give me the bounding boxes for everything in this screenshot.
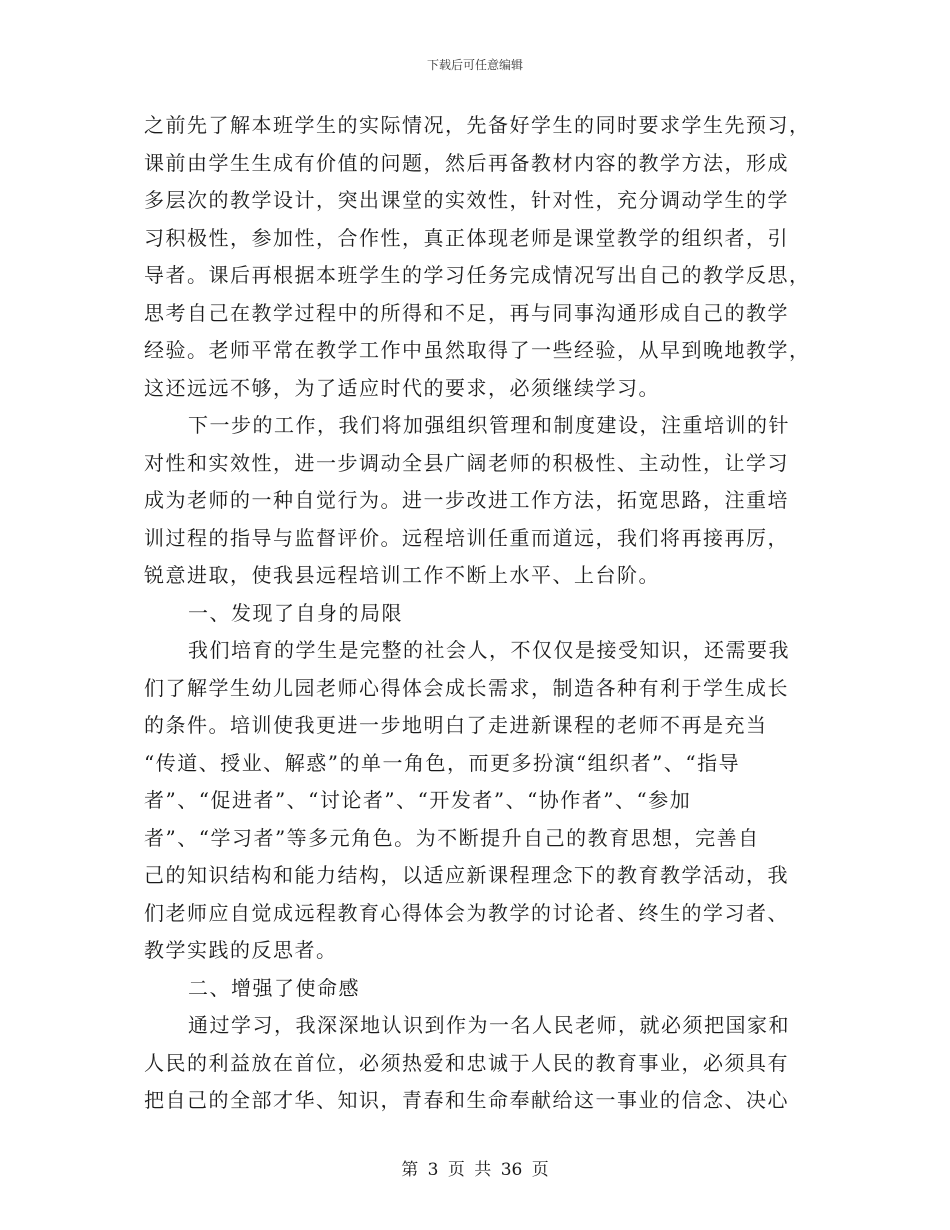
text-line: 锐意进取，使我县远程培训工作不断上水平、上台阶。	[144, 563, 660, 587]
text-line: 们老师应自觉成远程教育心得体会为教学的讨论者、终生的学习者、	[144, 900, 789, 925]
text-line: 思考自己在教学过程中的所得和不足，再与同事沟通形成自己的教学	[144, 300, 789, 325]
text-line: 己的知识结构和能力结构，以适应新课程理念下的教育教学活动，我	[144, 863, 789, 887]
text-line: 下一步的工作，我们将加强组织管理和制度建设，注重培训的针	[188, 413, 790, 437]
text-line: 导者。课后再根据本班学生的学习任务完成情况写出自己的教学反思，	[144, 263, 811, 287]
text-line: 二、增强了使命感	[188, 975, 360, 1000]
text-line: 者”、“学习者”等多元角色。为不断提升自己的教育思想，完善自	[144, 825, 760, 850]
text-line: 一、发现了自身的局限	[188, 600, 403, 625]
text-line: 通过学习，我深深地认识到作为一名人民老师，就必须把国家和	[188, 1013, 790, 1037]
text-line: “传道、授业、解惑”的单一角色，而更多扮演“组织者”、“指导	[144, 750, 741, 775]
text-line: 的条件。培训使我更进一步地明白了走进新课程的老师不再是充当	[144, 713, 768, 737]
text-line: 对性和实效性，进一步调动全县广阔老师的积极性、主动性，让学习	[144, 450, 789, 475]
text-line: 我们培育的学生是完整的社会人，不仅仅是接受知识，还需要我	[188, 638, 790, 662]
text-line: 经验。老师平常在教学工作中虽然取得了一些经验，从早到晚地教学，	[144, 338, 811, 362]
document-body	[144, 107, 811, 1120]
text-line: 之前先了解本班学生的实际情况，先备好学生的同时要求学生先预习，	[144, 113, 811, 137]
text-line: 把自己的全部才华、知识，青春和生命奉献给这一事业的信念、决心	[144, 1088, 789, 1112]
page-number-footer: 第 3 页 共 36 页	[401, 1160, 549, 1180]
text-line: 多层次的教学设计，突出课堂的实效性，针对性，充分调动学生的学	[144, 188, 789, 212]
text-line: 者”、“促进者”、“讨论者”、“开发者”、“协作者”、“参加	[144, 788, 692, 812]
text-line: 成为老师的一种自觉行为。进一步改进工作方法，拓宽思路，注重培	[144, 488, 789, 512]
text-line: 习积极性，参加性，合作性，真正体现老师是课堂教学的组织者，引	[144, 225, 789, 250]
text-line: 课前由学生生成有价值的问题，然后再备教材内容的教学方法，形成	[144, 150, 789, 175]
text-line: 们了解学生幼儿园老师心得体会成长需求，制造各种有利于学生成长	[144, 675, 789, 700]
text-line: 教学实践的反思者。	[144, 938, 338, 962]
text-line: 这还远远不够，为了适应时代的要求，必须继续学习。	[144, 375, 660, 400]
text-line: 训过程的指导与监督评价。远程培训任重而道远，我们将再接再厉，	[144, 525, 789, 550]
header-note: 下载后可任意编辑	[426, 58, 523, 72]
text-line: 人民的利益放在首位，必须热爱和忠诚于人民的教育事业，必须具有	[144, 1050, 789, 1075]
